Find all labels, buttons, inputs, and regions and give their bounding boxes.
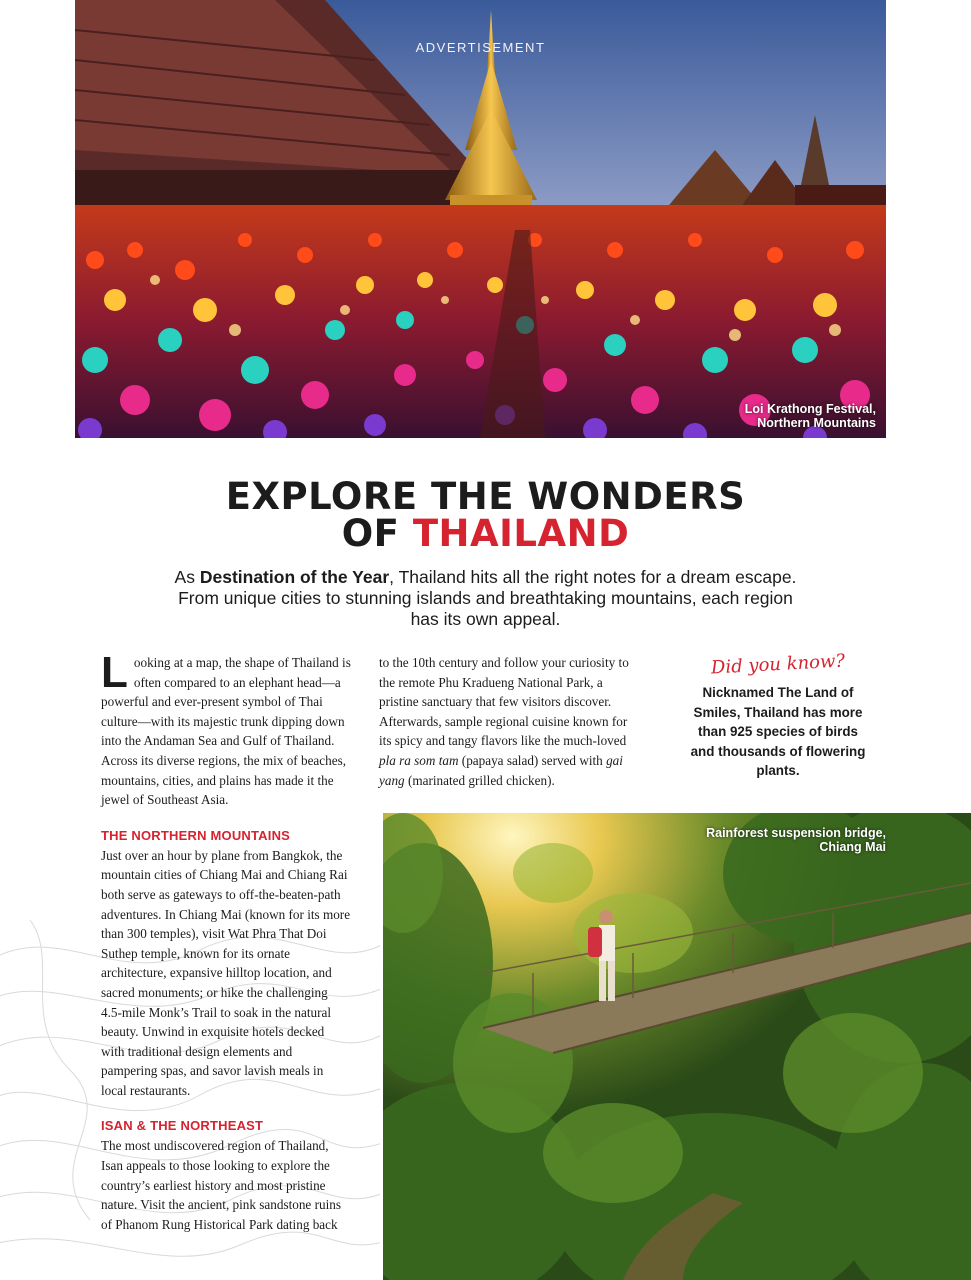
col2-text3: (marinated grilled chicken). [404, 772, 555, 788]
col2-paragraph [379, 653, 634, 790]
page-title [0, 475, 971, 555]
deck-bold: Destination of the Year [199, 567, 390, 587]
intro-paragraph [101, 648, 351, 810]
rainforest-bridge-illustration [383, 813, 971, 1280]
col2-text2: (papaya salad) served with [458, 752, 607, 768]
bridge-caption-line2: Chiang Mai [819, 840, 886, 854]
drop-cap: L [101, 648, 128, 697]
bridge-caption [706, 826, 886, 854]
isan-paragraph: The most undiscovered region of Thailand, Isan appeals to those looking to explore the country’s earliest history and most pristine nature. Visit the ancient, pink sandstone ruins of Phanom Rung Historical Park dating back [101, 1138, 341, 1232]
dish-grilled-chicken: gai yang [379, 752, 623, 788]
title-line2 [0, 512, 971, 555]
intro-text: ooking at a map, the shape of Thailand is often compared to an elephant head—a powerful and ever-present symbol of Thai culture—with its majestic trunk dipping down into the Andaman Sea and Gulf of Thailand. Across its diverse regions, the mix of beaches, mountains, cities, and plains has made it the jewel of Southeast Asia. [101, 655, 351, 808]
bridge-photo [383, 813, 971, 1280]
article-column-2 [379, 653, 634, 790]
bridge-caption-line1: Rainforest suspension bridge, [706, 826, 886, 840]
hero-caption-line1: Loi Krathong Festival, [744, 402, 876, 416]
heading-isan: ISAN & THE NORTHEAST [101, 1118, 264, 1134]
lantern-festival-illustration [75, 0, 886, 438]
col2-text1: to the 10th century and follow your curiosity to the remote Phu Kradueng National Park, a pristine sanctuary that few visitors discover. Afterwards, sample regional cuisine known for its spicy and tangy flavors like the much-loved [379, 655, 629, 749]
hero-caption [745, 402, 876, 430]
deck-intro [170, 567, 801, 630]
hero-caption-line2: Northern Mountains [757, 416, 876, 430]
title-accent: THAILAND [412, 512, 630, 555]
title-line1: EXPLORE THE WONDERS [225, 475, 746, 518]
did-you-know-box [690, 650, 866, 781]
did-you-know-text: Nicknamed The Land of Smiles, Thailand has more than 925 species of birds and thousands of flowering plants. [690, 685, 866, 779]
title-prefix: OF [341, 512, 413, 555]
advertisement-label: ADVERTISEMENT [415, 40, 546, 55]
deck-rest: , Thailand hits all the right notes for a dream escape. From unique cities to stunning islands and breathtaking mountains, each region has its own appeal. [178, 567, 797, 629]
article-column-1 [101, 648, 351, 1234]
heading-northern-mountains: THE NORTHERN MOUNTAINS [101, 827, 291, 843]
hero-photo [75, 0, 886, 438]
dish-papaya-salad: pla ra som tam [379, 752, 459, 768]
deck-prefix: As [174, 567, 200, 587]
northern-paragraph: Just over an hour by plane from Bangkok, the mountain cities of Chiang Mai and Chiang Rai both serve as gateways to off-the-beaten-path adventures. In Chiang Mai (known for its more than 300 temples), visit Wat Phra That Doi Suthep temple, known for its ornate architecture, expansive hilltop location, and sacred monuments; or hike the challenging 4.5-mile Monk’s Trail to soak in the natural beauty. Unwind in exquisite hotels decked with traditional design elements and pampering spas, and savor lavish meals in local restaurants. [101, 847, 351, 1098]
did-you-know-title: Did you know? [710, 650, 846, 679]
